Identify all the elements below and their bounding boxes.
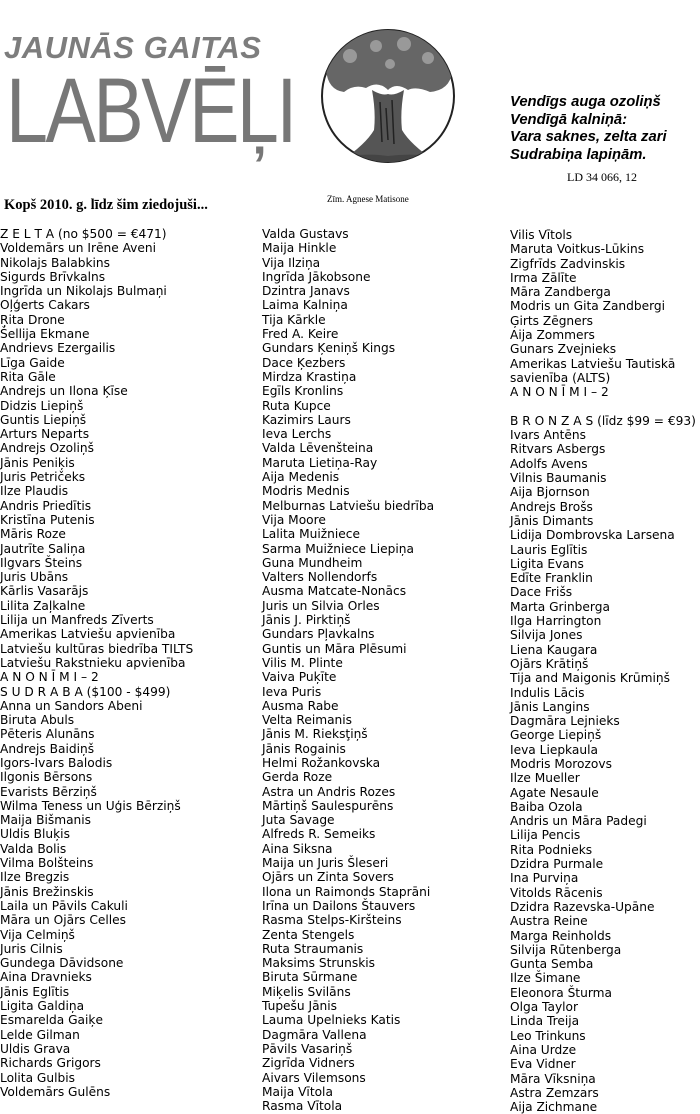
donor-line: savienība (ALTS) — [510, 370, 611, 385]
poem — [510, 94, 667, 164]
page-title: LABVĒĻI — [6, 60, 295, 162]
donor-line: Tupešu Jānis — [262, 999, 338, 1014]
donor-line: Ilgonis Bērsons — [0, 770, 93, 785]
donor-line: Biruta Abuls — [0, 713, 75, 728]
oak-tree-illustration — [320, 12, 456, 188]
donor-line: Ŗita Drone — [0, 312, 65, 327]
donor-line: Lauris Eglītis — [510, 542, 588, 557]
donor-line: Nikolajs Balabkins — [0, 255, 110, 270]
poem-line: Vendīgs auga ozoliņš — [510, 94, 661, 110]
donor-line: Gerda Roze — [262, 770, 333, 785]
donor-line: Amerikas Latviešu Tautiskā — [510, 356, 676, 371]
donor-line: Voldemārs un Irēne Aveni — [0, 241, 157, 256]
donor-column-1 — [0, 227, 193, 1099]
donor-line: Andrejs Brošs — [510, 499, 593, 514]
donor-line: Irma Zālīte — [510, 270, 577, 285]
poem-line: Sudrabiņa lapiņām. — [510, 146, 647, 163]
donor-line: Ligita Evans — [510, 556, 584, 571]
donor-line: Ligita Galdiņa — [0, 999, 85, 1014]
donor-line: Maija Bišmanis — [0, 813, 91, 828]
donor-line: Z E L T A (no $500 = €471) — [0, 227, 167, 241]
donor-line: Modris Mednis — [262, 484, 350, 499]
donor-line: Baiba Ozola — [510, 799, 583, 814]
donor-line: Austra Reine — [510, 914, 588, 929]
donor-line: Juris Petričeks — [0, 470, 86, 485]
donor-line: Vija Celmiņš — [0, 927, 75, 942]
donor-line: Lilija Pencis — [510, 828, 581, 843]
donor-line: Māra un Ojārs Celles — [0, 913, 126, 928]
donor-line: Dzintra Janavs — [262, 284, 350, 299]
donor-line: Ingrīda Jākobsone — [262, 269, 371, 284]
poem-line: Vendīgā kalniņā: — [510, 111, 628, 128]
donor-line: Jānis Dimants — [510, 513, 594, 528]
donor-line: Juris Ubāns — [0, 570, 69, 585]
donor-line: Vija Ilziņa — [262, 255, 321, 270]
donor-line: Aija Medenis — [262, 470, 340, 485]
donor-line: Kazimirs Laurs — [262, 412, 351, 427]
donor-line: Astra un Andris Rozes — [262, 784, 396, 799]
donor-line: Ruta Kupce — [262, 398, 331, 413]
donor-line: Līga Gaide — [0, 355, 65, 370]
donor-line: Ojārs Krātiņš — [510, 656, 589, 671]
donor-line: A N O N Ī M I – 2 — [0, 670, 99, 685]
donor-line: Edīte Franklin — [510, 571, 593, 586]
donor-line: Gunta Semba — [510, 957, 594, 972]
donor-line: Jānis Peniķis — [0, 455, 75, 470]
donor-line: Guna Mundheim — [262, 555, 363, 570]
donor-line: Ilze Šimane — [510, 971, 581, 986]
donor-line: Amerikas Latviešu apvienība — [0, 627, 176, 642]
donor-line: Eleonora Šturma — [510, 985, 612, 1000]
donor-line: Aina Siksna — [262, 841, 333, 856]
donor-column-3 — [510, 228, 696, 1114]
donor-line: Sigurds Brīvkalns — [0, 269, 106, 284]
donor-line: Lauma Upelnieks Katis — [262, 1013, 401, 1028]
donor-line: Ruta Straumanis — [262, 941, 364, 956]
donor-line: Linda Treija — [510, 1014, 580, 1029]
donor-line: Māra Vīksniņa — [510, 1071, 596, 1086]
donor-line: Ausma Matcate-Nonācs — [262, 584, 407, 599]
donor-line: Tija Kārkle — [262, 312, 326, 327]
donor-line: Ina Purviņa — [510, 871, 579, 886]
donor-line: Latviešu Rakstnieku apvienība — [0, 655, 186, 670]
donor-line: Maija Hinkle — [262, 241, 337, 256]
donor-line: Eva Vidner — [510, 1057, 576, 1072]
donor-line: Rasma Stelps-Kiršteins — [262, 913, 402, 928]
donor-line: Ieva Lerchs — [262, 427, 332, 442]
donor-line: Uldis Bluķis — [0, 827, 70, 842]
donor-line: Astra Zemzars — [510, 1085, 599, 1100]
donor-line: Juris un Silvia Orles — [262, 598, 380, 613]
donor-column-2 — [262, 227, 434, 1113]
donor-line: Aina Dravnieks — [0, 970, 92, 985]
donor-line: Silvija Rūtenberga — [510, 942, 622, 957]
donor-line: Mārtiņš Saulespurēns — [262, 798, 394, 813]
donor-line: Evarists Bērziņš — [0, 784, 97, 799]
donor-line: Vilnis Baumanis — [510, 471, 607, 486]
donor-line: Valda Lēvenšteina — [262, 441, 374, 456]
donor-line: Māra Zandberga — [510, 285, 611, 300]
donor-line: Andrejs un Ilona Ķīse — [0, 384, 128, 399]
donor-line: Maruta Voitkus-Lūkins — [510, 242, 645, 257]
donor-line: Voldemārs Gulēns — [0, 1084, 111, 1099]
poem-reference: LD 34 066, 12 — [567, 170, 637, 184]
poem-line: Vara saknes, zelta zari — [510, 129, 667, 145]
donor-line: Alfreds R. Semeiks — [262, 827, 376, 842]
donor-line: Anna un Sandors Abeni — [0, 698, 143, 713]
donor-line: Ojārs un Zinta Sovers — [262, 870, 394, 885]
donor-line: Andris Priedītis — [0, 498, 92, 513]
donor-line: Ilona un Raimonds Staprāni — [262, 884, 431, 899]
donor-line: Andrievs Ezergailis — [0, 341, 116, 356]
donor-line: Fred A. Keire — [262, 327, 339, 342]
donor-line: Silvija Jones — [510, 628, 583, 643]
donor-line: Melburnas Latviešu biedrība — [262, 498, 435, 513]
donor-line: Lolita Gulbis — [0, 1070, 75, 1085]
donor-line: Andrejs Baidiņš — [0, 741, 95, 756]
donor-line: Ivars Antēns — [510, 428, 586, 443]
donor-line — [510, 400, 696, 414]
donor-line: Pēteris Alunāns — [0, 727, 95, 742]
donor-line: Jānis M. Rieksţiņš — [262, 727, 368, 742]
donor-line: Rita Podnieks — [510, 842, 593, 857]
donor-line: Ritvars Asbergs — [510, 442, 606, 457]
donor-line: Valda Bolis — [0, 841, 67, 856]
donor-line: Ausma Rabe — [262, 698, 339, 713]
donor-line: Vija Moore — [262, 512, 326, 527]
donor-line: Sarma Muižniece Liepiņa — [262, 541, 414, 556]
donor-line: Jānis Brežinskis — [0, 884, 94, 899]
donor-line: Modris Morozovs — [510, 756, 612, 771]
donor-line: Ieva Puris — [262, 684, 322, 699]
donor-line: Biruta Sūrmane — [262, 970, 358, 985]
donor-line: Valters Nollendorfs — [262, 570, 378, 585]
donor-line: Ilze Mueller — [510, 771, 580, 786]
donor-line: Lilija un Manfreds Zīverts — [0, 613, 154, 628]
donor-line: Juta Savage — [262, 813, 335, 828]
donor-line: Agate Nesaule — [510, 785, 599, 800]
donor-line: Jānis Eglītis — [0, 984, 70, 999]
donor-line: Vaiva Puķīte — [262, 670, 337, 685]
donor-line: Laima Kalniņa — [262, 298, 348, 313]
donor-line: Rasma Vītola — [262, 1099, 343, 1114]
donor-line: Māris Roze — [0, 527, 66, 542]
donor-line: Aija Zommers — [510, 328, 595, 343]
donor-line: Modris un Gita Zandbergi — [510, 299, 666, 314]
magazine-name: JAUNĀS GAITAS — [4, 30, 262, 65]
donor-line: Marta Grinberga — [510, 599, 610, 614]
donor-line: Pāvils Vasariņš — [262, 1041, 353, 1056]
donor-line: Šellija Ekmane — [0, 327, 90, 342]
donor-line: Helmi Rožankovska — [262, 755, 381, 770]
donor-line: Dagmāra Lejnieks — [510, 714, 620, 729]
donor-line: Lelde Gilman — [0, 1027, 80, 1042]
donor-line: Vilis M. Plinte — [262, 655, 343, 670]
donor-line: Ilze Plaudis — [0, 484, 69, 499]
donor-line: George Liepiņš — [510, 728, 602, 743]
donor-line: Ilga Harrington — [510, 614, 602, 629]
donor-line: Liena Kaugara — [510, 642, 598, 657]
donor-line: Valda Gustavs — [262, 227, 349, 241]
donor-line: Ingrīda un Nikolajs Bulmaņi — [0, 284, 167, 299]
donor-line: Aija Zichmane — [510, 1100, 598, 1114]
donor-line: A N O N Ī M I – 2 — [510, 385, 609, 400]
donor-line: Dzidra Purmale — [510, 857, 604, 872]
donor-line: Dzidra Razevska-Upāne — [510, 899, 655, 914]
donor-line: Maruta Lietiņa-Ray — [262, 455, 378, 470]
donor-line: Tija and Maigonis Krūmiņš — [510, 671, 670, 686]
donor-line: Irīna un Dailons Štauvers — [262, 898, 416, 913]
donor-line: Indulis Lācis — [510, 685, 585, 700]
donor-line: Jānis J. Pirktiņš — [262, 613, 351, 628]
donor-line: Rita Gāle — [0, 369, 56, 384]
donor-line: B R O N Z A S (līdz $99 = €93) — [510, 413, 696, 428]
donor-line: Dagmāra Vallena — [262, 1027, 367, 1042]
donor-line: Miķelis Svilāns — [262, 984, 351, 999]
donor-line: Marga Reinholds — [510, 928, 612, 943]
donor-line: Zigrīda Vidners — [262, 1056, 355, 1071]
donor-line: Juris Cilnis — [0, 941, 63, 956]
donor-line: Lidija Dombrovska Larsena — [510, 528, 675, 543]
donor-line: Guntis un Māra Plēsumi — [262, 641, 407, 656]
donor-line: S U D R A B A ($100 - $499) — [0, 684, 171, 699]
since-heading: Kopš 2010. g. līdz šim ziedojuši... — [4, 197, 208, 213]
donor-line: Lalita Muižniece — [262, 527, 360, 542]
donor-line: Igors-Ivars Balodis — [0, 755, 113, 770]
donor-line: Esmarelda Gaiķe — [0, 1013, 103, 1028]
donor-line: Gundega Dāvidsone — [0, 956, 124, 971]
donor-line: Didzis Liepiņš — [0, 398, 84, 413]
donor-line: Richards Grigors — [0, 1056, 101, 1071]
donor-line: Andris un Māra Padegi — [510, 814, 647, 829]
donor-line: Zigfrīds Zadvinskis — [510, 256, 626, 271]
donor-line: Jautrīte Saliņa — [0, 541, 86, 556]
donor-line: Lilita Zaļkalne — [0, 598, 86, 613]
donor-line: Arturs Neparts — [0, 427, 90, 442]
donor-line: Kristīna Putenis — [0, 512, 95, 527]
illustration-credit: Zīm. Agnese Matisone — [327, 194, 409, 204]
donor-line: Aina Urdze — [510, 1042, 577, 1057]
donor-line: Latviešu kultūras biedrība TILTS — [0, 641, 194, 656]
donor-line: Oļģerts Cakars — [0, 298, 90, 313]
donor-line: Kārlis Vasarājs — [0, 584, 89, 599]
donor-line: Andrejs Ozoliņš — [0, 441, 94, 456]
donor-line: Maksims Strunskis — [262, 956, 375, 971]
donor-line: Zenta Stengels — [262, 927, 355, 942]
donor-line: Dace Frišs — [510, 585, 573, 600]
donor-line: Aivars Vilemsons — [262, 1070, 366, 1085]
donor-line: Vitolds Rācenis — [510, 885, 603, 900]
donor-line: Uldis Grava — [0, 1041, 71, 1056]
donor-line: Laila un Pāvils Cakuli — [0, 898, 128, 913]
donor-line: Gundars Ķeniņš Kings — [262, 341, 396, 356]
donor-line: Dace Ķezbers — [262, 355, 346, 370]
donor-line: Egīls Kronlins — [262, 384, 344, 399]
donor-line: Jānis Rogainis — [262, 741, 346, 756]
donor-line: Ilgvars Šteins — [0, 555, 83, 570]
donor-line: Aija Bjornson — [510, 485, 590, 500]
donor-line: Ieva Liepkaula — [510, 742, 598, 757]
donor-line: Gundars Pļavkalns — [262, 627, 375, 642]
donor-line: Maija Vītola — [262, 1084, 333, 1099]
donor-line: Adolfs Avens — [510, 456, 588, 471]
donor-line: Ģirts Zēgners — [510, 313, 594, 328]
donor-line: Olga Taylor — [510, 1000, 579, 1015]
donor-line: Leo Trinkuns — [510, 1028, 586, 1043]
donor-line: Maija un Juris Šleseri — [262, 856, 389, 871]
donor-line: Vilis Vītols — [510, 228, 573, 242]
donor-line: Mirdza Krastiņa — [262, 369, 357, 384]
donor-line: Guntis Liepiņš — [0, 412, 87, 427]
donor-line: Wilma Teness un Uģis Bērziņš — [0, 798, 181, 813]
donor-line: Ilze Bregzis — [0, 870, 70, 885]
donor-line: Vilma Bolšteins — [0, 856, 94, 871]
donor-line: Jānis Langins — [510, 699, 590, 714]
donor-line: Gunars Zvejnieks — [510, 342, 617, 357]
donor-line: Velta Reimanis — [262, 713, 353, 728]
